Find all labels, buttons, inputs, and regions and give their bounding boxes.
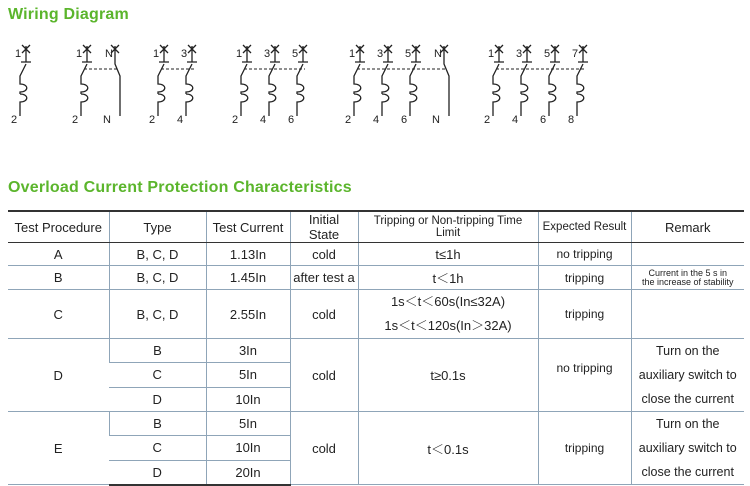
cell-type: B, C, D	[109, 266, 206, 290]
terminal-label: 4	[512, 114, 519, 126]
cell-result: tripping	[538, 290, 631, 339]
header-test-current: Test Current	[206, 211, 290, 243]
cell-current: 5In	[206, 412, 290, 436]
wiring-diagram-title: Wiring Diagram	[8, 6, 129, 23]
header-test-procedure: Test Procedure	[8, 211, 109, 243]
time-line: 1s＜t＜60s(In≤32A)	[390, 294, 506, 309]
table-row	[8, 266, 744, 290]
terminal-label: 4	[260, 114, 267, 126]
cell-state: cold	[290, 243, 358, 266]
terminal-label: 5	[405, 48, 412, 60]
cell-result: no tripping	[538, 339, 631, 412]
terminal-label: 5	[292, 48, 299, 60]
cell-type: B, C, D	[109, 290, 206, 339]
cell-type: B	[109, 412, 206, 436]
pole-symbol	[410, 45, 421, 116]
cell-result: tripping	[538, 266, 631, 290]
terminal-label: 1	[76, 48, 83, 60]
pole-symbol	[297, 45, 308, 116]
remark-line: auxiliary switch to	[638, 368, 737, 382]
terminal-label: N	[103, 114, 111, 126]
cell-procedure: D	[8, 339, 109, 412]
wiring-diagram	[232, 45, 308, 126]
header-expected-result: Expected Result	[538, 211, 631, 243]
cell-state: cold	[290, 339, 358, 412]
cell-result: no tripping	[538, 243, 631, 266]
cell-result: tripping	[538, 412, 631, 485]
remark-line: auxiliary switch to	[638, 441, 737, 455]
cell-current: 10In	[206, 387, 290, 411]
cell-state: cold	[290, 290, 358, 339]
cell-type: C	[109, 363, 206, 387]
terminal-label: 8	[568, 114, 575, 126]
terminal-label: 2	[484, 114, 491, 126]
terminal-label: 3	[181, 48, 188, 60]
terminal-label: N	[432, 114, 440, 126]
pole-symbol	[382, 45, 393, 116]
cell-remark	[631, 290, 744, 339]
cell-procedure: A	[8, 243, 109, 266]
remark-line: close the current	[641, 465, 734, 479]
terminal-label: 2	[149, 114, 156, 126]
remark-line: Turn on the	[656, 344, 720, 358]
wiring-diagram	[149, 45, 197, 126]
pole-symbol	[186, 45, 197, 116]
time-line: 1s＜t＜120s(In＞32A)	[384, 318, 512, 333]
terminal-label: 1	[15, 48, 22, 60]
remark-line: the increase of stability	[641, 276, 734, 287]
remark-line: Turn on the	[656, 417, 720, 431]
cell-remark	[631, 266, 744, 290]
terminal-label: 4	[373, 114, 380, 126]
header-type: Type	[109, 211, 206, 243]
cell-remark	[631, 243, 744, 266]
terminal-label: N	[105, 48, 113, 60]
terminal-label: 1	[236, 48, 243, 60]
wiring-diagram	[345, 45, 449, 126]
terminal-label: 2	[11, 114, 18, 126]
pole-symbol	[81, 45, 92, 116]
cell-type: D	[109, 460, 206, 484]
pole-symbol	[577, 45, 588, 116]
terminal-label: 7	[572, 48, 579, 60]
cell-type: B, C, D	[109, 243, 206, 266]
wiring-diagram	[72, 45, 120, 126]
wiring-diagram	[484, 45, 588, 126]
cell-time: t≤1h	[358, 243, 538, 266]
wiring-diagrams	[0, 40, 750, 130]
terminal-label: 6	[401, 114, 408, 126]
overload-section-title: Overload Current Protection Characteristics	[8, 179, 352, 196]
pole-symbol	[20, 45, 31, 116]
terminal-label: 2	[232, 114, 239, 126]
pole-symbol	[493, 45, 504, 116]
cell-time: t＜1h	[358, 266, 538, 290]
table-row	[8, 290, 744, 339]
wiring-diagram	[11, 45, 31, 126]
cell-procedure: C	[8, 290, 109, 339]
pole-symbol	[549, 45, 560, 116]
table-header-row	[8, 211, 744, 243]
cell-remark	[631, 412, 744, 485]
terminal-label: 2	[72, 114, 79, 126]
header-time-limit: Tripping or Non-tripping Time Limit	[358, 211, 538, 243]
terminal-label: 6	[540, 114, 547, 126]
cell-remark	[631, 339, 744, 412]
cell-current: 1.45In	[206, 266, 290, 290]
cell-time: t≥0.1s	[358, 339, 538, 412]
pole-symbol	[158, 45, 169, 116]
header-remark: Remark	[631, 211, 744, 243]
terminal-label: 2	[345, 114, 352, 126]
terminal-label: 3	[264, 48, 271, 60]
cell-type: B	[109, 339, 206, 363]
cell-type: D	[109, 387, 206, 411]
cell-current: 1.13In	[206, 243, 290, 266]
terminal-label: 1	[153, 48, 160, 60]
remark-line: close the current	[641, 392, 734, 406]
terminal-label: 5	[544, 48, 551, 60]
pole-symbol	[521, 45, 532, 116]
table-row	[8, 243, 744, 266]
cell-procedure: E	[8, 412, 109, 485]
cell-current: 2.55In	[206, 290, 290, 339]
cell-procedure: B	[8, 266, 109, 290]
terminal-label: N	[434, 48, 442, 60]
terminal-label: 1	[488, 48, 495, 60]
terminal-label: 4	[177, 114, 184, 126]
cell-time: t＜0.1s	[358, 412, 538, 485]
cell-current: 3In	[206, 339, 290, 363]
cell-state: after test a	[290, 266, 358, 290]
cell-current: 10In	[206, 436, 290, 460]
cell-current: 5In	[206, 363, 290, 387]
table-row	[8, 339, 744, 363]
terminal-label: 6	[288, 114, 295, 126]
pole-symbol	[269, 45, 280, 116]
remark-line: Current in the 5 s in	[648, 267, 728, 278]
terminal-label: 3	[377, 48, 384, 60]
terminal-label: 1	[349, 48, 356, 60]
pole-symbol	[241, 45, 252, 116]
cell-state: cold	[290, 412, 358, 485]
table-row	[8, 412, 744, 436]
overload-table	[8, 210, 744, 486]
terminal-label: 3	[516, 48, 523, 60]
cell-time	[358, 290, 538, 339]
cell-type: C	[109, 436, 206, 460]
pole-symbol	[354, 45, 365, 116]
header-initial-state: Initial State	[290, 211, 358, 243]
cell-current: 20In	[206, 460, 290, 484]
